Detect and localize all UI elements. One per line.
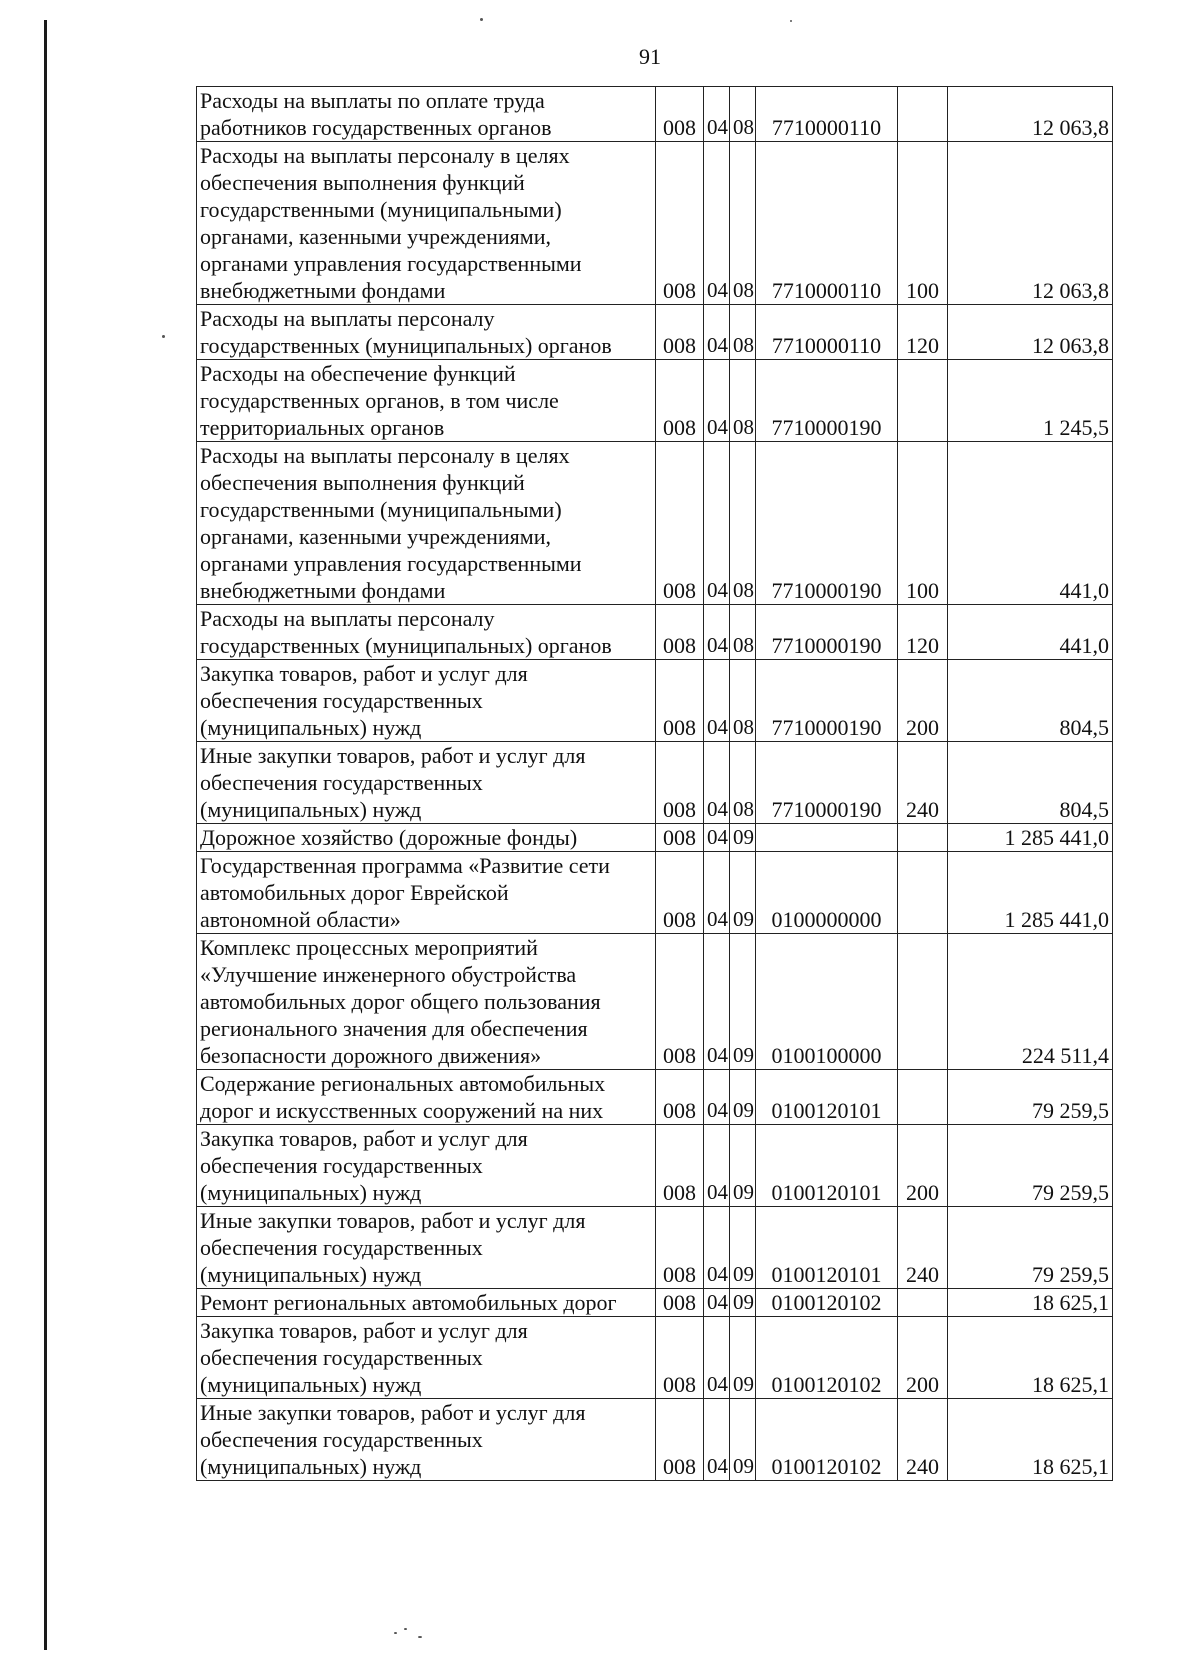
table-row	[197, 1070, 1113, 1125]
scan-speck	[418, 1636, 422, 1638]
row-target-article-code: 7710000190	[756, 742, 898, 824]
row-target-article-code: 0100120101	[756, 1070, 898, 1125]
row-expense-type-code	[898, 934, 948, 1070]
row-expense-type-code	[898, 360, 948, 442]
row-expense-type-code: 100	[898, 142, 948, 305]
row-section-code: 04	[704, 934, 730, 1070]
table-row	[197, 660, 1113, 742]
row-subsection-code: 09	[730, 1207, 756, 1289]
row-target-article-code: 7710000110	[756, 305, 898, 360]
row-expense-type-code	[898, 1070, 948, 1125]
row-expense-type-code: 240	[898, 1399, 948, 1481]
row-amount: 12 063,8	[948, 142, 1113, 305]
row-subsection-code: 08	[730, 305, 756, 360]
row-subsection-code: 08	[730, 660, 756, 742]
row-description: Содержание региональных автомобильных дорог и искусственных сооружений на них	[197, 1070, 656, 1125]
row-section-code: 04	[704, 605, 730, 660]
row-department-code: 008	[656, 660, 704, 742]
row-subsection-code: 08	[730, 87, 756, 142]
row-section-code: 04	[704, 852, 730, 934]
row-section-code: 04	[704, 360, 730, 442]
row-amount: 79 259,5	[948, 1125, 1113, 1207]
row-section-code: 04	[704, 1317, 730, 1399]
row-amount: 224 511,4	[948, 934, 1113, 1070]
row-department-code: 008	[656, 824, 704, 852]
row-description: Комплекс процессных мероприятий «Улучшение инженерного обустройства автомобильных дорог общего пользования регионального значения для обеспечения безопасности дорожного движения»	[197, 934, 656, 1070]
row-department-code: 008	[656, 442, 704, 605]
row-target-article-code: 0100120101	[756, 1207, 898, 1289]
row-section-code: 04	[704, 305, 730, 360]
row-section-code: 04	[704, 1207, 730, 1289]
row-description: Дорожное хозяйство (дорожные фонды)	[197, 824, 656, 852]
row-amount: 1 285 441,0	[948, 852, 1113, 934]
row-amount: 12 063,8	[948, 87, 1113, 142]
row-description: Расходы на выплаты персоналу в целях обеспечения выполнения функций государственными (муниципальными) органами, казенными учреждениями, органами управления государственными внебюджетными фондами	[197, 142, 656, 305]
row-target-article-code: 0100120102	[756, 1289, 898, 1317]
scan-speck	[790, 20, 792, 22]
row-expense-type-code: 240	[898, 742, 948, 824]
page-number: 91	[639, 44, 661, 69]
row-section-code: 04	[704, 824, 730, 852]
row-subsection-code: 08	[730, 360, 756, 442]
row-subsection-code: 09	[730, 824, 756, 852]
row-target-article-code: 7710000110	[756, 142, 898, 305]
row-expense-type-code	[898, 1289, 948, 1317]
row-amount: 441,0	[948, 605, 1113, 660]
row-amount: 18 625,1	[948, 1317, 1113, 1399]
row-amount: 79 259,5	[948, 1070, 1113, 1125]
table-row	[197, 142, 1113, 305]
row-section-code: 04	[704, 1070, 730, 1125]
row-amount: 18 625,1	[948, 1399, 1113, 1481]
row-subsection-code: 09	[730, 1317, 756, 1399]
row-description: Государственная программа «Развитие сети автомобильных дорог Еврейской автономной области»	[197, 852, 656, 934]
row-section-code: 04	[704, 742, 730, 824]
table-row	[197, 1399, 1113, 1481]
row-description: Расходы на выплаты персоналу государственных (муниципальных) органов	[197, 305, 656, 360]
scan-speck	[480, 18, 483, 21]
row-department-code: 008	[656, 852, 704, 934]
row-description: Расходы на выплаты по оплате труда работников государственных органов	[197, 87, 656, 142]
row-description: Расходы на выплаты персоналу в целях обеспечения выполнения функций государственными (муниципальными) органами, казенными учреждениями, органами управления государственными внебюджетными фондами	[197, 442, 656, 605]
row-expense-type-code: 100	[898, 442, 948, 605]
table-body	[197, 87, 1113, 1481]
row-expense-type-code	[898, 87, 948, 142]
scan-speck	[162, 335, 165, 338]
row-amount: 79 259,5	[948, 1207, 1113, 1289]
row-expense-type-code: 200	[898, 660, 948, 742]
row-expense-type-code: 120	[898, 605, 948, 660]
row-amount: 1 285 441,0	[948, 824, 1113, 852]
row-target-article-code: 0100100000	[756, 934, 898, 1070]
row-target-article-code: 7710000190	[756, 605, 898, 660]
row-target-article-code: 0100120101	[756, 1125, 898, 1207]
table-row	[197, 824, 1113, 852]
row-target-article-code	[756, 824, 898, 852]
row-subsection-code: 08	[730, 742, 756, 824]
row-target-article-code: 7710000190	[756, 360, 898, 442]
row-department-code: 008	[656, 87, 704, 142]
table-row	[197, 742, 1113, 824]
row-department-code: 008	[656, 360, 704, 442]
row-department-code: 008	[656, 1289, 704, 1317]
row-description: Расходы на выплаты персоналу государственных (муниципальных) органов	[197, 605, 656, 660]
row-expense-type-code: 200	[898, 1317, 948, 1399]
row-target-article-code: 7710000110	[756, 87, 898, 142]
row-department-code: 008	[656, 1207, 704, 1289]
row-department-code: 008	[656, 742, 704, 824]
row-subsection-code: 09	[730, 1289, 756, 1317]
table-row	[197, 305, 1113, 360]
row-subsection-code: 09	[730, 852, 756, 934]
table-row	[197, 1207, 1113, 1289]
row-section-code: 04	[704, 1289, 730, 1317]
row-description: Иные закупки товаров, работ и услуг для обеспечения государственных (муниципальных) нужд	[197, 1399, 656, 1481]
row-section-code: 04	[704, 442, 730, 605]
row-expense-type-code	[898, 824, 948, 852]
row-department-code: 008	[656, 1070, 704, 1125]
row-expense-type-code: 200	[898, 1125, 948, 1207]
table-row	[197, 1125, 1113, 1207]
row-amount: 1 245,5	[948, 360, 1113, 442]
row-department-code: 008	[656, 605, 704, 660]
row-department-code: 008	[656, 1399, 704, 1481]
scan-speck	[404, 1628, 407, 1630]
row-expense-type-code: 120	[898, 305, 948, 360]
row-target-article-code: 0100120102	[756, 1399, 898, 1481]
row-description: Закупка товаров, работ и услуг для обеспечения государственных (муниципальных) нужд	[197, 1317, 656, 1399]
row-target-article-code: 7710000190	[756, 660, 898, 742]
table-row	[197, 442, 1113, 605]
row-description: Закупка товаров, работ и услуг для обеспечения государственных (муниципальных) нужд	[197, 660, 656, 742]
table-row	[197, 852, 1113, 934]
row-section-code: 04	[704, 87, 730, 142]
row-amount: 18 625,1	[948, 1289, 1113, 1317]
row-subsection-code: 09	[730, 1070, 756, 1125]
scan-speck	[394, 1632, 397, 1634]
row-subsection-code: 08	[730, 605, 756, 660]
table-row	[197, 87, 1113, 142]
table-row	[197, 1289, 1113, 1317]
row-target-article-code: 0100120102	[756, 1317, 898, 1399]
row-description: Ремонт региональных автомобильных дорог	[197, 1289, 656, 1317]
table-row	[197, 934, 1113, 1070]
table-row	[197, 605, 1113, 660]
row-subsection-code: 09	[730, 934, 756, 1070]
row-amount: 12 063,8	[948, 305, 1113, 360]
row-section-code: 04	[704, 1399, 730, 1481]
row-subsection-code: 09	[730, 1125, 756, 1207]
row-section-code: 04	[704, 660, 730, 742]
row-target-article-code: 0100000000	[756, 852, 898, 934]
scan-margin-line	[44, 20, 47, 1650]
row-section-code: 04	[704, 1125, 730, 1207]
row-expense-type-code: 240	[898, 1207, 948, 1289]
row-department-code: 008	[656, 934, 704, 1070]
row-amount: 441,0	[948, 442, 1113, 605]
row-subsection-code: 08	[730, 442, 756, 605]
row-department-code: 008	[656, 142, 704, 305]
table-row	[197, 1317, 1113, 1399]
row-department-code: 008	[656, 305, 704, 360]
row-description: Иные закупки товаров, работ и услуг для обеспечения государственных (муниципальных) нужд	[197, 1207, 656, 1289]
row-description: Закупка товаров, работ и услуг для обеспечения государственных (муниципальных) нужд	[197, 1125, 656, 1207]
budget-table	[196, 86, 1113, 1481]
row-subsection-code: 09	[730, 1399, 756, 1481]
table-row	[197, 360, 1113, 442]
row-amount: 804,5	[948, 660, 1113, 742]
row-section-code: 04	[704, 142, 730, 305]
row-description: Иные закупки товаров, работ и услуг для обеспечения государственных (муниципальных) нужд	[197, 742, 656, 824]
row-description: Расходы на обеспечение функций государственных органов, в том числе территориальных органов	[197, 360, 656, 442]
row-amount: 804,5	[948, 742, 1113, 824]
row-target-article-code: 7710000190	[756, 442, 898, 605]
row-subsection-code: 08	[730, 142, 756, 305]
row-department-code: 008	[656, 1125, 704, 1207]
row-department-code: 008	[656, 1317, 704, 1399]
row-expense-type-code	[898, 852, 948, 934]
